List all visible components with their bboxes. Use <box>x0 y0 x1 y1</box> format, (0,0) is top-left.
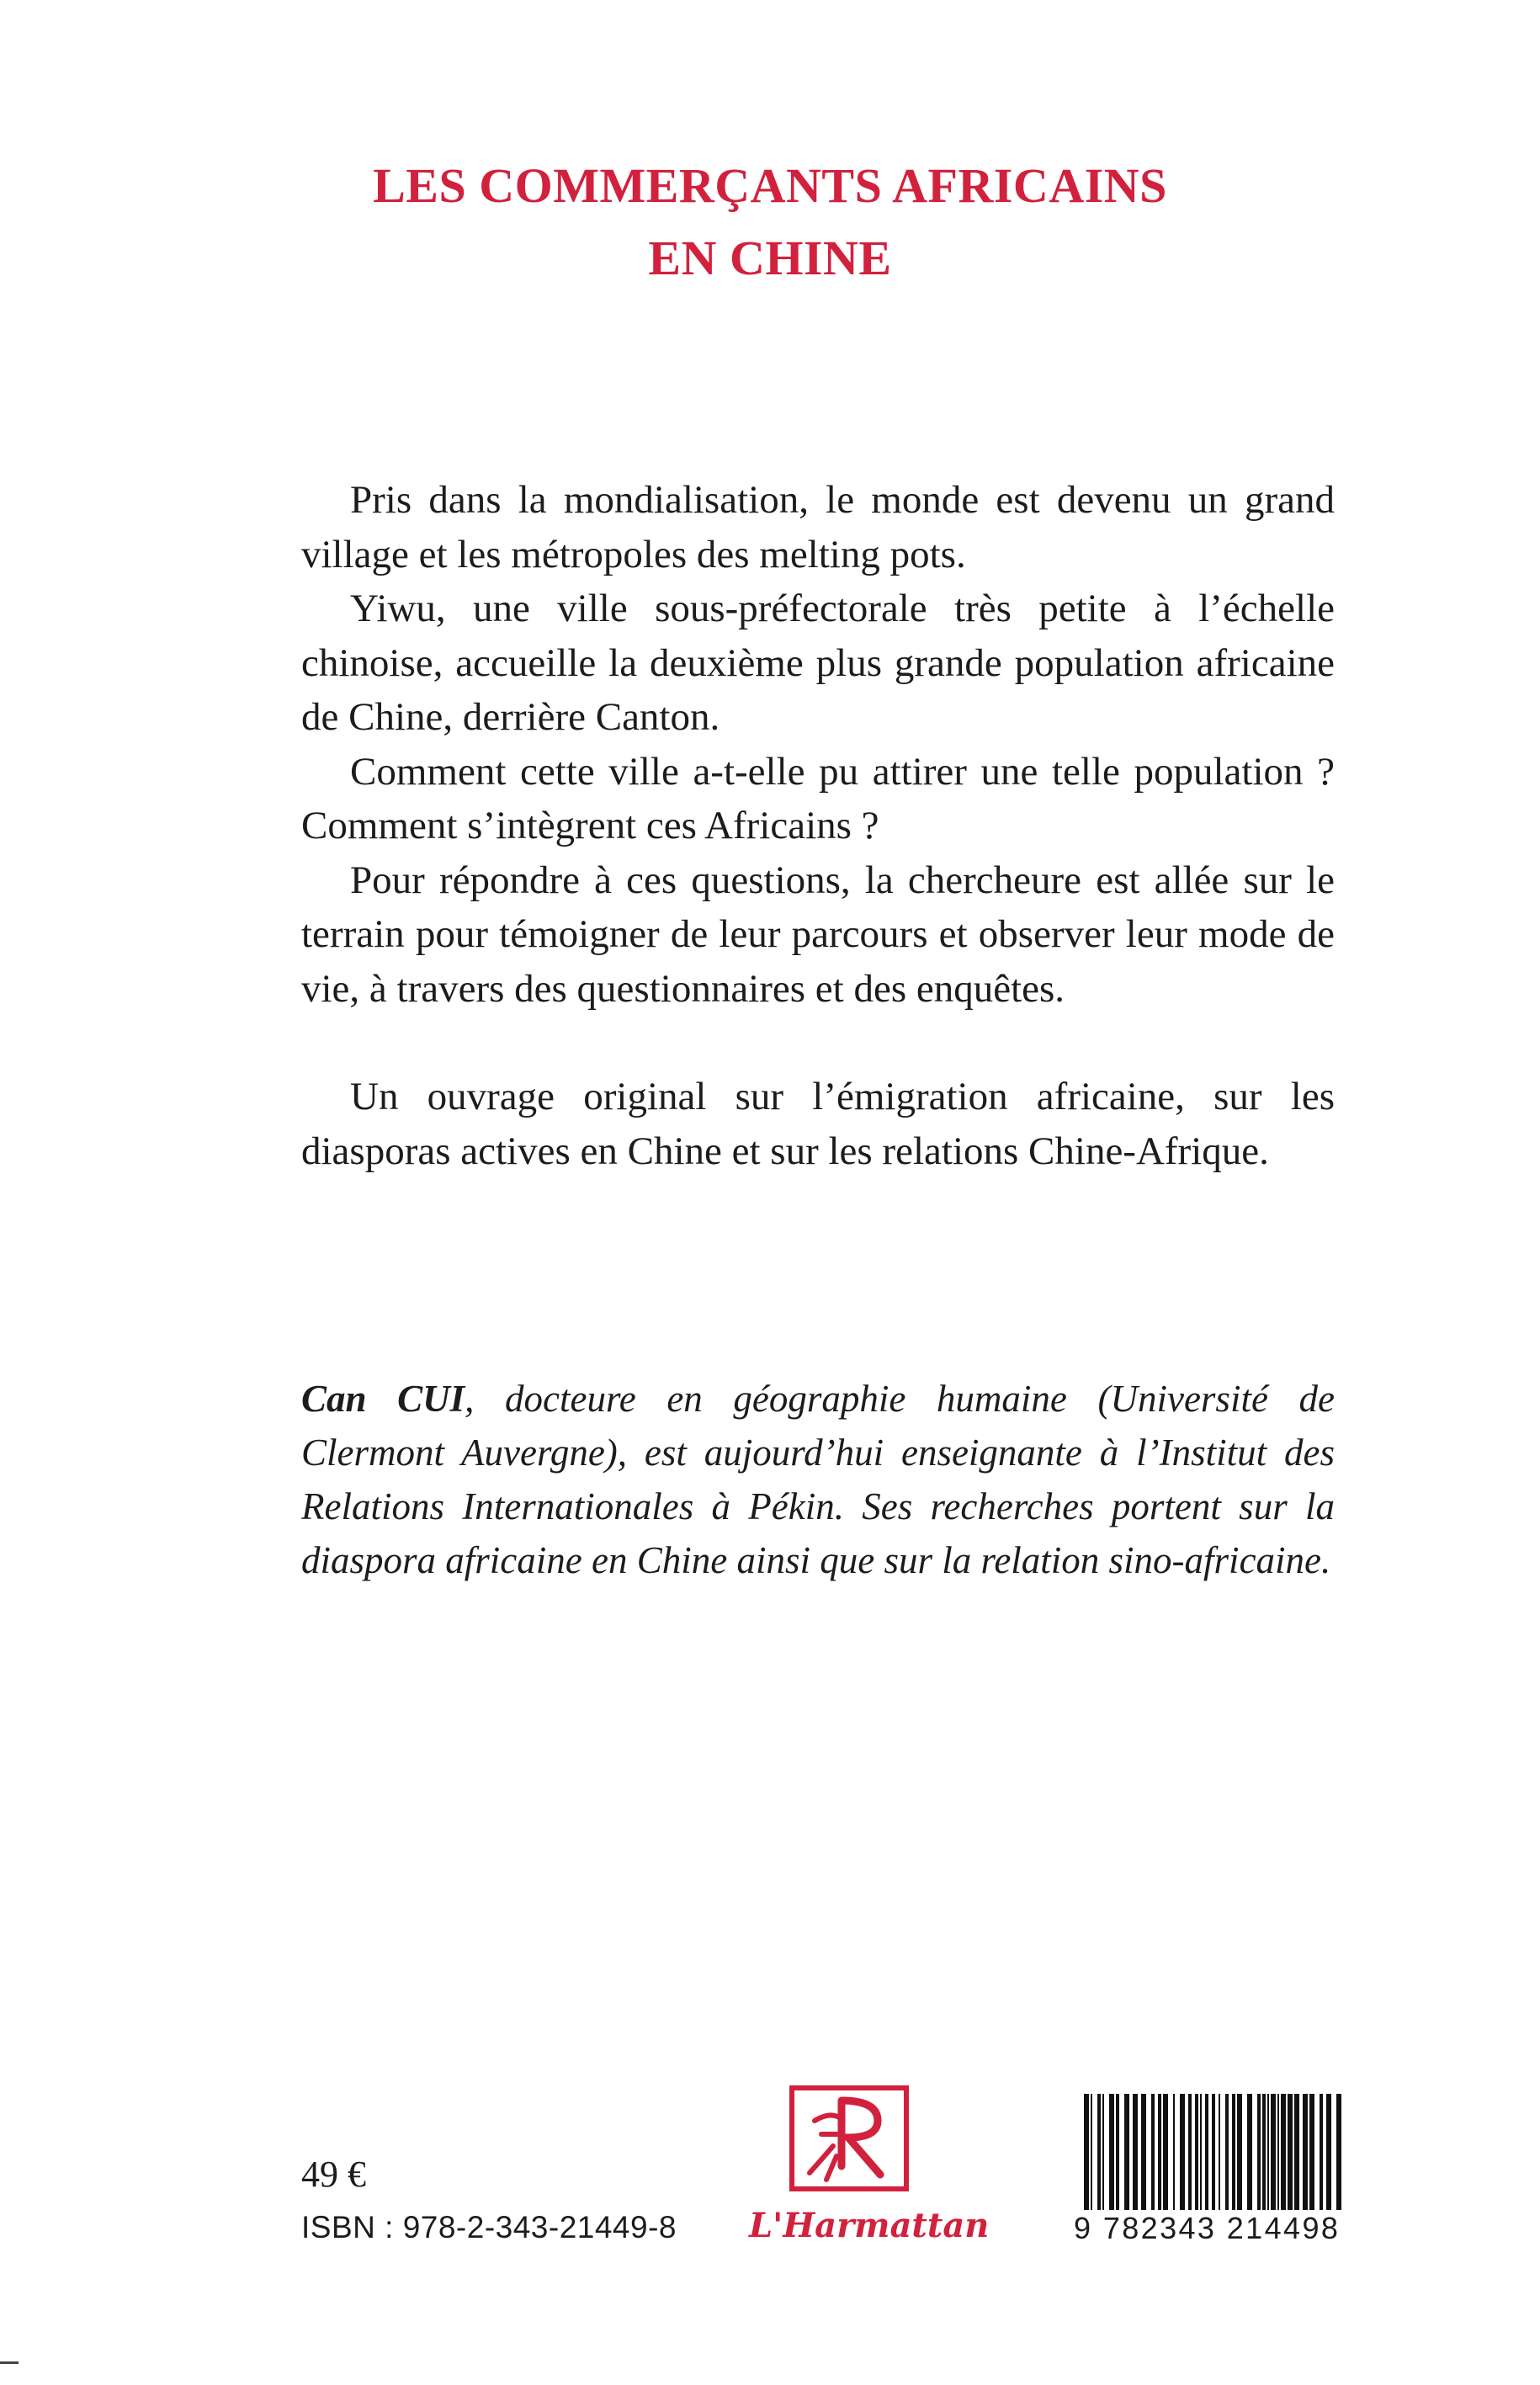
barcode-bar <box>1141 2094 1146 2212</box>
barcode-bar <box>1195 2094 1198 2212</box>
barcode-bar <box>1247 2094 1252 2212</box>
barcode-bar <box>1219 2094 1220 2212</box>
author-bio-text: , docteure en géographie humaine (Université de Clermont Auvergne), est aujourd’hui enseignante à l’Institut des Relations Internationales à Pékin. Ses recherches portent sur la diaspora africaine en Chine ainsi que sur la relation sino-africaine. <box>301 1378 1335 1581</box>
barcode-bar <box>1336 2094 1341 2212</box>
blurb-paragraph: Yiwu, une ville sous-préfectorale très petite à l’échelle chinoise, accueille la deuxième plus grande population africaine de Chine, derrière Canton. <box>301 587 1335 739</box>
barcode-bar <box>1320 2094 1323 2212</box>
barcode-bar <box>1288 2094 1293 2212</box>
barcode-bar <box>1277 2094 1279 2212</box>
barcode-bar <box>1303 2094 1308 2212</box>
barcode-bar <box>1133 2094 1138 2212</box>
barcode-bar <box>1109 2094 1114 2212</box>
author-name: Can CUI <box>301 1378 465 1420</box>
barcode-bar <box>1271 2094 1276 2212</box>
barcode-bar <box>1257 2094 1261 2212</box>
barcode-bar <box>1163 2094 1168 2212</box>
price: 49 € <box>301 2154 366 2195</box>
barcode-bar <box>1267 2094 1269 2212</box>
barcode-bar <box>1309 2094 1314 2212</box>
blurb-paragraph: Comment cette ville a-t-elle pu attirer une telle population ? Comment s’intègrent ces Africains ? <box>301 749 1335 847</box>
book-title <box>0 150 1540 295</box>
barcode-bar <box>1212 2094 1215 2212</box>
barcode-bar <box>1180 2094 1185 2212</box>
blurb-paragraph: Pris dans la mondialisation, le monde est devenu un grand village et les métropoles des melting pots. <box>301 478 1335 576</box>
barcode-bar <box>1294 2094 1299 2212</box>
barcode-bar <box>1097 2094 1101 2212</box>
blurb-paragraph: Pour répondre à ces questions, la chercheure est allée sur le terrain pour témoigner de leur parcours et observer leur mode de vie, à travers des questionnaires et des enquêtes. <box>301 858 1335 1011</box>
title-line-2: EN CHINE <box>648 231 892 285</box>
publisher-logo-icon <box>789 2085 909 2191</box>
barcode-bar <box>1116 2094 1119 2212</box>
barcode-bar <box>1262 2094 1266 2212</box>
barcode-digits: 9 782343 214498 <box>1074 2210 1351 2247</box>
barcode-bar <box>1173 2094 1175 2212</box>
barcode-bar <box>1232 2094 1235 2212</box>
barcode-bar <box>1188 2094 1192 2212</box>
isbn: ISBN : 978-2-343-21449-8 <box>301 2210 677 2244</box>
barcode-bar <box>1102 2094 1104 2212</box>
barcode-bar <box>1205 2094 1208 2212</box>
barcode-bar <box>1237 2094 1242 2212</box>
back-cover-blurb <box>301 473 1335 1178</box>
barcode-bar <box>1151 2094 1155 2212</box>
barcode-bar <box>1281 2094 1286 2212</box>
barcode-bar <box>1124 2094 1129 2212</box>
barcode-bar <box>1225 2094 1229 2212</box>
barcode-bar <box>1326 2094 1331 2212</box>
blurb-paragraph: Un ouvrage original sur l’émigration africaine, sur les diasporas actives en Chine et sur les relations Chine-Afrique. <box>301 1075 1335 1173</box>
author-bio <box>301 1372 1335 1587</box>
publisher-name: L'Harmattan <box>749 2206 990 2245</box>
barcode-bar <box>1200 2094 1202 2212</box>
barcode-bar <box>1158 2094 1161 2212</box>
crop-mark <box>0 2361 19 2364</box>
title-line-1: LES COMMERÇANTS AFRICAINS <box>373 158 1167 213</box>
